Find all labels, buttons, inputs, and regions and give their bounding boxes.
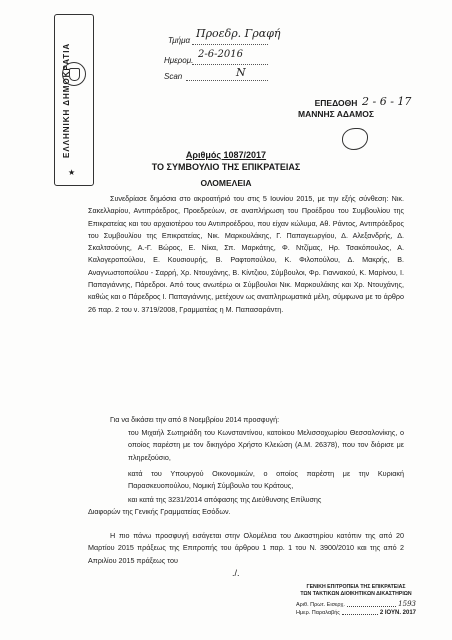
registry-stamp-title1: ΓΕΝΙΚΗ ΕΠΙΤΡΟΠΕΙΑ ΤΗΣ ΕΠΙΚΡΑΤΕΙΑΣ [306,584,406,590]
registry-row-date [296,610,416,616]
registry-stamp-title2: ΤΩΝ ΤΑΚΤΙΚΩΝ ΔΙΟΙΚΗΤΙΚΩΝ ΔΙΚΑΣΤΗΡΙΩΝ [300,591,412,597]
scan-line [186,80,268,81]
scan-value: N [236,66,246,79]
scan-label: Scan [164,72,183,81]
decision-number: Αριθμός 1087/2017 [185,150,267,160]
receipt-hand-date: 2 - 6 - 17 [362,95,412,108]
page-continuation-mark: ./. [232,568,240,578]
coat-of-arms-icon [62,62,86,86]
registry-row-number [296,600,416,608]
court-name: ΤΟ ΣΥΜΒΟΥΛΙΟ ΤΗΣ ΕΠΙΚΡΑΤΕΙΑΣ [151,162,301,172]
registry-number-value: 1593 [398,600,416,608]
registry-date-value: 2 ΙΟΥΝ. 2017 [379,610,416,616]
registry-number-label: Αριθ. Πρωτ. Εισερχ. [296,602,345,608]
registry-date-label: Ημερ. Παραλαβής [296,610,340,616]
tmima-value: Προεδρ. Γραφή [196,27,281,40]
decision-ref-paragraph-cont: Διαφορών της Γενικής Γραμματείας Εσόδων. [88,507,231,516]
imerom-value: 2-6-2016 [198,49,243,60]
respondent-paragraph: κατά του Υπουργού Οικονομικών, ο οποίος παρέστη με την Κυριακή Παρασκευοπούλου, Νομική Σύμβουλο του Κράτους, [128,469,404,491]
plenary-heading: ΟΛΟΜΕΛΕΙΑ [200,178,252,188]
composition-paragraph: Συνεδρίασε δημόσια στο ακροατήριό του στις 5 Ιουνίου 2015, με την εξής σύνθεση: Νικ. Σακελλαρίου, Αντιπρόεδρος, Προεδρεύων, σε αναπλήρωση του Προέδρου του Συμβουλίου της Επικρατείας και του αρχαιοτέρου του Αντιπροέδρου, που είχαν κώλυμα, Αθ. Ράντος, Αντιπρόεδρος του Συμβουλίου της Επικρατείας, Νικ. Μαρκουλάκης, Γ. Παπαγεωργίου, Δ. Αλεξανδρής, Δ. Σκαλτσούνης, Α.-Γ. Βώρος, Ε. Νίκα, Σπ. Μαρκάτης, Φ. Ντζίμας, Ηρ. Τσακόπουλος, Α. Καλογεροπούλου, Ε. Κουσιουρής, Β. Ραφτοπούλου, Κ. Φιλοπούλου, Δ. Μακρής, Β. Αναγνωστοπούλου - Σαρρή, Χρ. Ντουχάνης, Β. Κίντζιου, Σύμβουλοι, Φρ. Γιαννακού, Κ. Μαρίνου, Ι. Παπαγιάννης, Πάρεδροι. Από τους ανωτέρω οι Σύμβουλοι Νικ. Μαρκουλάκης και Χρ. Ντουχάνης, καθώς και ο Πάρεδρος Ι. Παπαγιάννης, μετέχουν ως αναπληρωματικά μέλη, σύμφωνα με το άρθρο 26 παρ. 2 του ν. 3719/2008, Γραμματέας η Μ. Παπασαράντη. [88,194,404,314]
receipt-line2: ΜΑΝΝΗΣ ΑΔΑΜΟΣ [298,109,374,119]
appeal-intro: Για να δικάσει την από 8 Νοεμβρίου 2014 προσφυγή: [110,415,280,424]
receipt-line1: ΕΠΕΔΟΘΗ [314,98,358,108]
signature-scribble [342,128,368,150]
tmima-label: Τμήμα [168,36,191,45]
star-icon: ★ [68,168,76,177]
vertical-stamp-text: ΕΛΛΗΝΙΚΗ ΔΗΜΟΚΡΑΤΙΑ [62,42,71,158]
tmima-line [192,44,268,45]
appellant-paragraph: του Μιχαήλ Σωτηριάδη του Κωνσταντίνου, κατοίκου Μελισσοχωρίου Θεσσαλονίκης, ο οποίος παρέστη με τον δικηγόρο Χρήστο Κλειώση (Α.Μ. 26378), που τον διόρισε με πληρεξούσιο, [128,428,404,462]
imerom-line [192,64,268,65]
imerom-label: Ημερομ. [164,56,194,65]
decision-ref-paragraph: και κατά της 3231/2014 απόφασης της Διεύθυνσης Επίλυσης [128,495,322,504]
registry-stamp [296,584,416,616]
referral-paragraph: Η πιο πάνω προσφυγή εισάγεται στην Ολομέλεια του Δικαστηρίου κατόπιν της από 20 Μαρτίου 2015 πράξεως της Επιτροπής του άρθρου 1 παρ. 1 του Ν. 3900/2010 και της από 2 Απριλίου 2015 πράξεως του [88,531,404,565]
